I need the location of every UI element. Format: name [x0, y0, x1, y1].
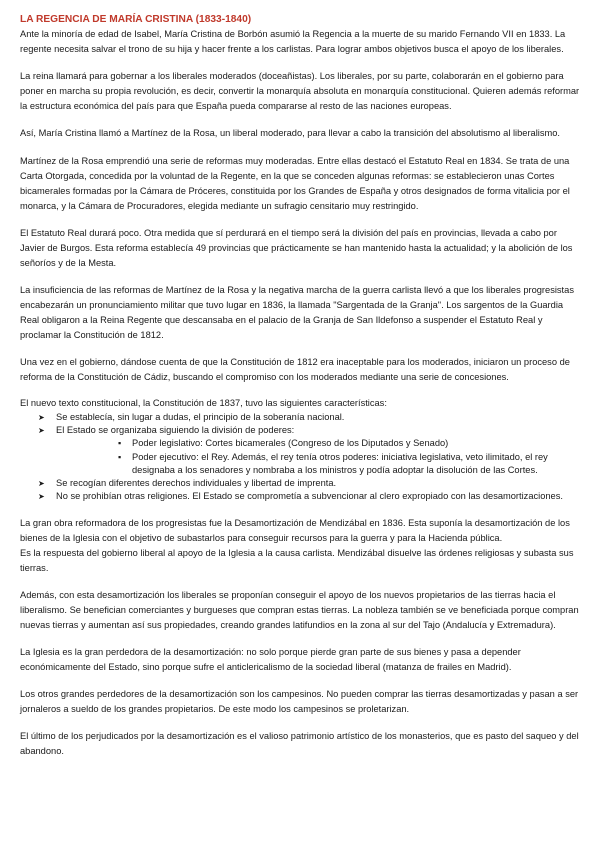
- paragraph-apoyo-propietarios: Además, con esta desamortización los liberales se proponían conseguir el apoyo de los nuevos propietarios de las tierras hacia el liberalismo. Se benefician comerciantes y burgueses que compran estas tierras. La nobleza también se ve beneficiada porque compran nuevas tierras y aumentan así sus propiedades, creando grandes latifundios en la zona al sur del Tajo (Andalucía y Extremadura).: [20, 589, 579, 630]
- list-item: [20, 411, 580, 424]
- arrow-bullet-icon: ➤: [38, 412, 45, 422]
- arrow-bullet-icon: ➤: [38, 425, 45, 435]
- paragraph-sargentada: La insuficiencia de las reformas de Martínez de la Rosa y la negativa marcha de la guerra carlista llevó a que los liberales progresistas encabezarán un pronunciamiento militar que tuvo lugar en 1836, la llamada "Sargentada de la Granja". Los sargentos de la Guardia Real obligaron a la Reina Regente que descansaba en el palacio de la Granja de San Ildefonso a suspender el Estatuto Real y proclamar la Constitución de 1812.: [20, 284, 574, 340]
- paragraph-respuesta-gobierno: Es la respuesta del gobierno liberal al apoyo de la Iglesia a la causa carlista. Mendizábal disuelve las órdenes religiosas y subasta sus tierras.: [20, 547, 574, 573]
- powers-sublist: [56, 437, 580, 477]
- paragraph-desamortizacion: La gran obra reformadora de los progresistas fue la Desamortización de Mendizábal en 1836. Esta suponía la desamortización de los bienes de la Iglesia con el objetivo de subastarlos para conseguir recursos para la guerra y para la Hacienda pública.: [20, 517, 570, 543]
- characteristics-list: [20, 411, 580, 504]
- paragraph-campesinos: Los otros grandes perdedores de la desamortización son los campesinos. No pueden comprar las tierras desamortizadas y pasan a ser jornaleros a sueldo de los grandes propietarios. De este modo los campesinos se proletarizan.: [20, 689, 579, 715]
- square-bullet-icon: ▪: [118, 451, 122, 462]
- list-item: [20, 490, 580, 503]
- sublist-item: [56, 437, 580, 450]
- paragraph-regencia: Ante la minoría de edad de Isabel, María Cristina de Borbón asumió la Regencia a la muerte de su marido Fernando VII en 1833. La regente necesita salvar el trono de su hija y hacer frente a los carlistas. Para lograr ambos objetivos busca el apoyo de los liberales.: [20, 29, 566, 54]
- list-item-text: Se establecía, sin lugar a dudas, el principio de la soberanía nacional.: [56, 411, 345, 422]
- list-item: [20, 424, 580, 477]
- paragraph-provincias: El Estatuto Real durará poco. Otra medida que sí perdurará en el tiempo será la división del país en provincias, llevada a cabo por Javier de Burgos. Esta reforma establecía 49 provincias que prácticamente se han mantenido hasta la actualidad; y la abolición de los señoríos y de la Mesta.: [20, 227, 573, 268]
- sublist-item-text: Poder legislativo: Cortes bicamerales (Congreso de los Diputados y Senado): [132, 438, 449, 449]
- paragraph-martinez-de-la-rosa: Así, María Cristina llamó a Martínez de la Rosa, un liberal moderado, para llevar a cabo la transición del absolutismo al liberalismo.: [20, 128, 560, 139]
- document-title: LA REGENCIA DE MARÍA CRISTINA (1833-1840): [20, 14, 252, 25]
- list-item-text: El Estado se organizaba siguiendo la división de poderes:: [56, 424, 295, 435]
- list-item-text: Se recogían diferentes derechos individuales y libertad de imprenta.: [56, 478, 337, 489]
- paragraph-constitucion-1837: El nuevo texto constitucional, la Constitución de 1837, tuvo las siguientes características:: [20, 398, 387, 409]
- square-bullet-icon: ▪: [118, 438, 122, 449]
- list-item: [20, 477, 580, 490]
- arrow-bullet-icon: ➤: [38, 492, 45, 502]
- paragraph-liberales-moderados: La reina llamará para gobernar a los liberales moderados (doceañistas). Los liberales, por su parte, colaborarán en el gobierno para poner en marcha su propia revolución, es decir, convertir la monarquía absoluta en monarquía constitucional. Quieren además reformar la estructura económica del país para que España pueda compararse al resto de las naciones europeas.: [20, 71, 580, 112]
- document-page: [20, 14, 580, 772]
- arrow-bullet-icon: ➤: [38, 479, 45, 489]
- sublist-item: [56, 451, 580, 478]
- sublist-item-text: Poder ejecutivo: el Rey. Además, el rey tenía otros poderes: iniciativa legislativa, veto ilimitado, el rey designaba a los senadores y nombraba a los ministros y podía adoptar la disolución de las Cortes.: [132, 451, 548, 475]
- list-item-text: No se prohibían otras religiones. El Estado se comprometía a subvencionar al clero expropiado con las desamortizaciones.: [56, 491, 563, 502]
- paragraph-estatuto-real: Martínez de la Rosa emprendió una serie de reformas muy moderadas. Entre ellas destacó el Estatuto Real en 1834. Se trata de una Carta Otorgada, concedida por la voluntad de la Regente, en la que se conceden algunas reformas: se establecieron unas Cortes bicamerales formadas por la Cámara de Próceres, constituida por los Grandes de España y otros designados de forma vitalicia por el monarca, y la Cámara de Procuradores, elegida mediante un sufragio censitario muy restringido.: [20, 155, 570, 211]
- paragraph-iglesia: La Iglesia es la gran perdedora de la desamortización: no solo porque pierde gran parte de sus bienes y pasa a depender económicamente del Estado, sino porque sufre el anticlericalismo de la sociedad liberal (matanza de frailes en Madrid).: [20, 647, 521, 673]
- paragraph-patrimonio: El último de los perjudicados por la desamortización es el valioso patrimonio artístico de los monasterios, que es pasto del saqueo y del abandono.: [20, 731, 579, 757]
- paragraph-reforma-constitucion: Una vez en el gobierno, dándose cuenta de que la Constitución de 1812 era inaceptable para los moderados, iniciaron un proceso de reforma de la Constitución de Cádiz, buscando el compromiso con los moderados mediante una serie de concesiones.: [20, 357, 570, 383]
